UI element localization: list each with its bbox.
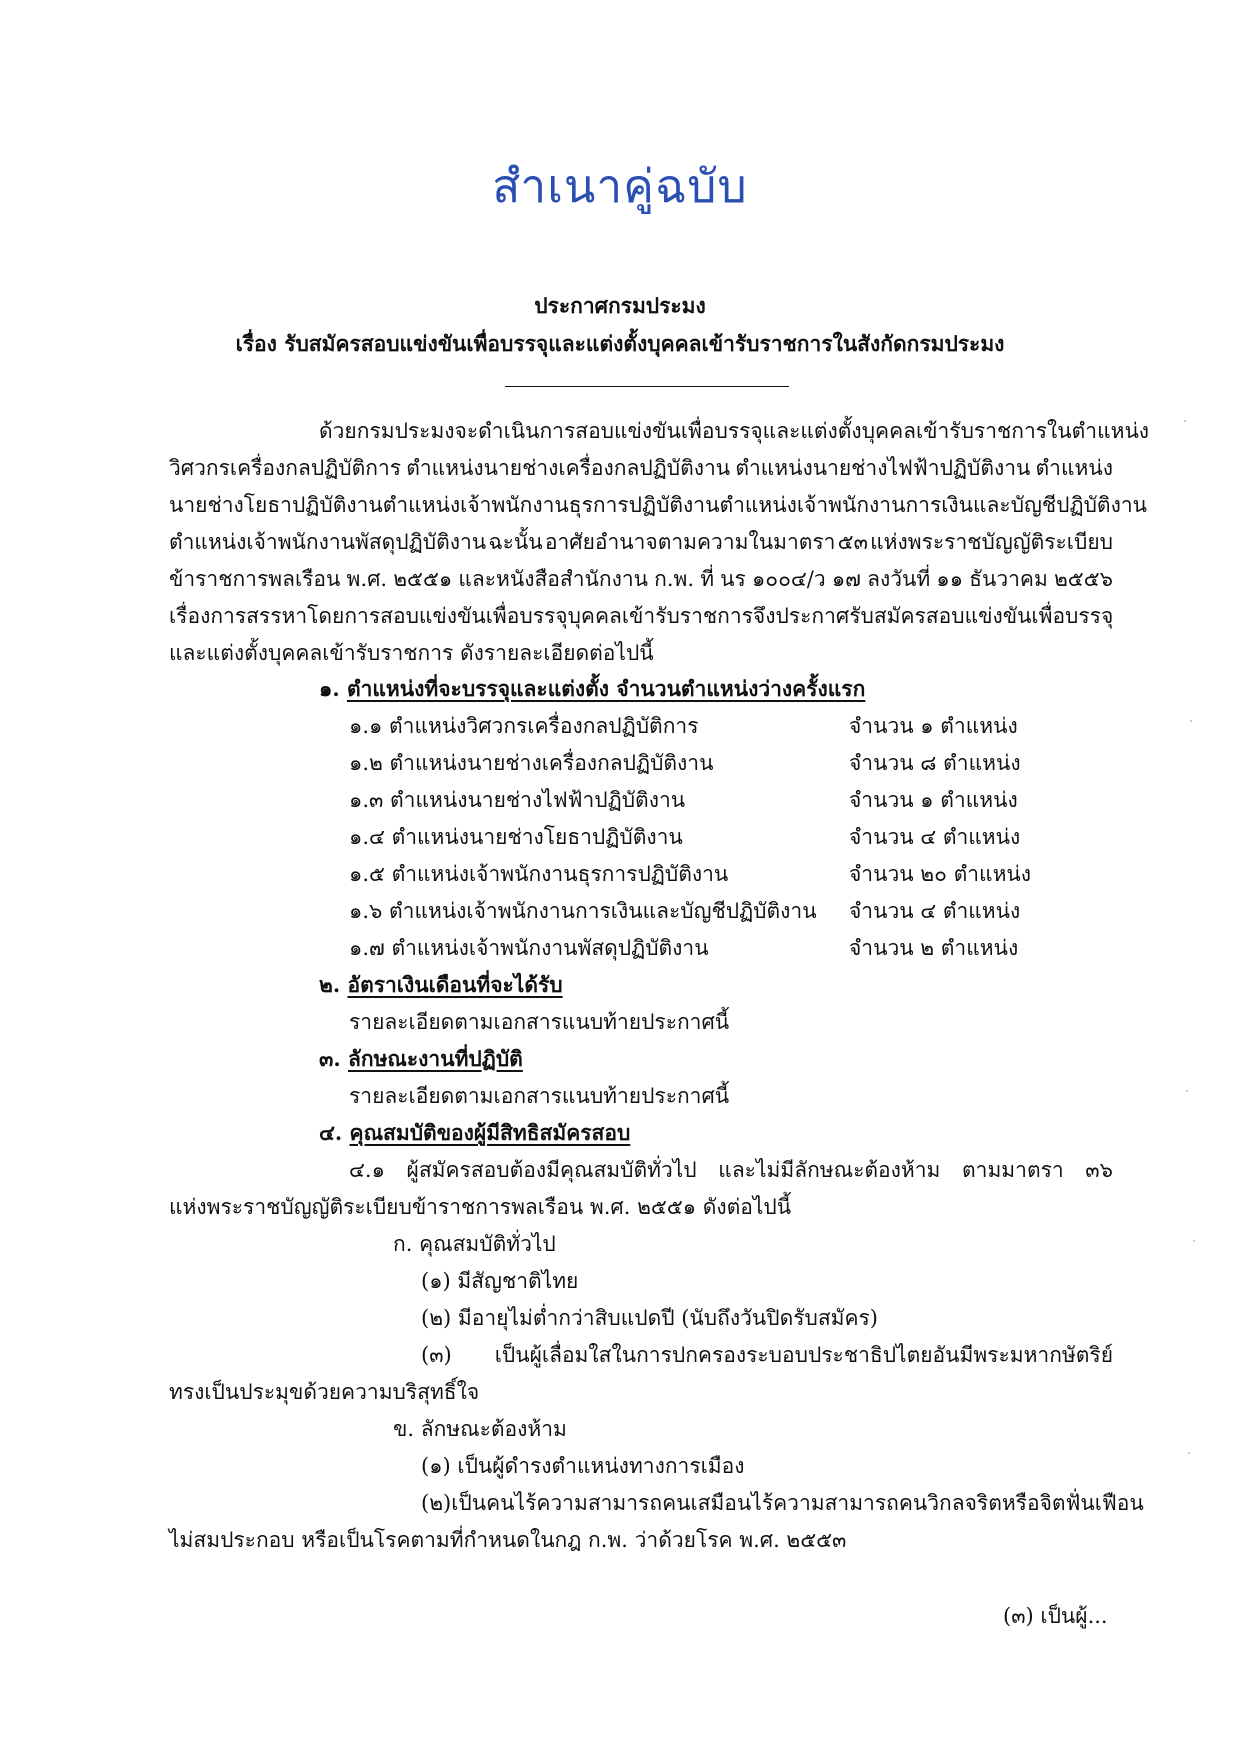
- section-3-number: ๓.: [319, 1046, 341, 1071]
- section-3-text: รายละเอียดตามเอกสารแนบท้ายประกาศนี้: [349, 1084, 730, 1108]
- clause-4-1-line-2: แห่งพระราชบัญญัติระเบียบข้าราชการพลเรือน พ.ศ. ๒๕๕๑ ดังต่อไปนี้: [169, 1195, 792, 1219]
- justified-text: (๓) เป็นผู้เลื่อมใสในการปกครองระบอบประชาธิปไตยอันมีพระมหากษัตริย์: [421, 1343, 1113, 1367]
- section-2-title: อัตราเงินเดือนที่จะได้รับ: [347, 972, 563, 997]
- continuation-marker: (๓) เป็นผู้...: [1003, 1604, 1108, 1628]
- scan-speck: [1193, 1240, 1195, 1242]
- section-1-heading: [319, 673, 865, 706]
- scan-speck: [1188, 1452, 1190, 1454]
- position-count: จำนวน ๑ ตำแหน่ง: [849, 714, 1018, 738]
- section-2-number: ๒.: [319, 972, 341, 997]
- section-4-number: ๔.: [319, 1120, 343, 1145]
- intro-line-7: และแต่งตั้งบุคคลเข้ารับราชการ ดังรายละเอียดต่อไปนี้: [169, 641, 654, 665]
- justified-text: (๒) เป็นคนไร้ความสามารถ คนเสมือนไร้ความสามารถ คนวิกลจริตหรือจิตฟั่นเฟือน: [421, 1491, 1144, 1515]
- prohibited-item-2-line-1: [421, 1487, 1144, 1520]
- scan-speck: [1186, 1090, 1188, 1092]
- justified-text: วิศวกรเครื่องกลปฏิบัติการ ตำแหน่งนายช่างเครื่องกลปฏิบัติงาน ตำแหน่งนายช่างไฟฟ้าปฏิบัติงาน ตำแหน่ง: [169, 456, 1113, 480]
- prohibited-heading: ข. ลักษณะต้องห้าม: [393, 1417, 567, 1441]
- clause-4-1-line-1: [349, 1154, 1113, 1187]
- intro-line-2: [169, 452, 1113, 485]
- announcement-agency: ประกาศกรมประมง: [534, 293, 706, 318]
- position-name: ๑.๖ ตำแหน่งเจ้าพนักงานการเงินและบัญชีปฏิบัติงาน: [349, 899, 817, 923]
- justified-text: ข้าราชการพลเรือน พ.ศ. ๒๕๕๑ และหนังสือสำนักงาน ก.พ. ที่ นร ๑๐๐๔/ว ๑๗ ลงวันที่ ๑๑ ธันวาคม ๒๕๕๖: [169, 567, 1113, 591]
- section-3-title: ลักษณะงานที่ปฏิบัติ: [347, 1046, 523, 1071]
- copy-stamp: สำเนาคู่ฉบับ: [492, 159, 748, 213]
- section-2-heading: [319, 969, 563, 1002]
- position-count: จำนวน ๔ ตำแหน่ง: [849, 825, 1021, 849]
- justified-text: ๔.๑ ผู้สมัครสอบต้องมีคุณสมบัติทั่วไป และไม่มีลักษณะต้องห้าม ตามมาตรา ๓๖: [349, 1158, 1113, 1182]
- position-name: ๑.๕ ตำแหน่งเจ้าพนักงานธุรการปฏิบัติงาน: [349, 862, 729, 886]
- intro-line-5: [169, 563, 1113, 596]
- general-item-3-line-2: ทรงเป็นประมุขด้วยความบริสุทธิ์ใจ: [169, 1380, 480, 1404]
- general-item-2: (๒) มีอายุไม่ต่ำกว่าสิบแปดปี (นับถึงวันปิดรับสมัคร): [421, 1306, 878, 1330]
- intro-line-4: [169, 526, 1113, 559]
- prohibited-item-2-line-2: ไม่สมประกอบ หรือเป็นโรคตามที่กำหนดในกฎ ก.พ. ว่าด้วยโรค พ.ศ. ๒๕๕๓: [169, 1528, 847, 1552]
- section-1-title: ตำแหน่งที่จะบรรจุและแต่งตั้ง จำนวนตำแหน่งว่างครั้งแรก: [346, 676, 866, 701]
- position-name: ๑.๑ ตำแหน่งวิศวกรเครื่องกลปฏิบัติการ: [349, 714, 699, 738]
- scan-speck: [1184, 420, 1186, 422]
- section-1-number: ๑.: [319, 676, 340, 701]
- section-3-heading: [319, 1043, 523, 1076]
- general-item-1: (๑) มีสัญชาติไทย: [421, 1269, 579, 1293]
- intro-line-1: [319, 415, 1150, 448]
- position-count: จำนวน ๘ ตำแหน่ง: [849, 751, 1021, 775]
- title-rule: [505, 386, 789, 387]
- intro-line-6: [169, 600, 1113, 633]
- position-name: ๑.๗ ตำแหน่งเจ้าพนักงานพัสดุปฏิบัติงาน: [349, 936, 709, 960]
- position-name: ๑.๒ ตำแหน่งนายช่างเครื่องกลปฏิบัติงาน: [349, 751, 714, 775]
- position-count: จำนวน ๒ ตำแหน่ง: [849, 936, 1019, 960]
- section-2-text: รายละเอียดตามเอกสารแนบท้ายประกาศนี้: [349, 1010, 730, 1034]
- justified-text: ตำแหน่งเจ้าพนักงานพัสดุปฏิบัติงาน ฉะนั้น อาศัยอำนาจตามความในมาตรา ๕๓ แห่งพระราชบัญญัติระเบียบ: [169, 530, 1113, 554]
- general-item-3-line-1: [421, 1339, 1113, 1372]
- prohibited-item-1: (๑) เป็นผู้ดำรงตำแหน่งทางการเมือง: [421, 1454, 745, 1478]
- announcement-subject: เรื่อง รับสมัครสอบแข่งขันเพื่อบรรจุและแต่งตั้งบุคคลเข้ารับราชการในสังกัดกรมประมง: [235, 331, 1005, 356]
- justified-text: นายช่างโยธาปฏิบัติงาน ตำแหน่งเจ้าพนักงานธุรการปฏิบัติงาน ตำแหน่งเจ้าพนักงานการเงินและบัญชีปฏิบัติงาน: [169, 493, 1147, 517]
- position-name: ๑.๔ ตำแหน่งนายช่างโยธาปฏิบัติงาน: [349, 825, 683, 849]
- position-count: จำนวน ๔ ตำแหน่ง: [849, 899, 1021, 923]
- section-4-heading: [319, 1117, 630, 1150]
- section-4-title: คุณสมบัติของผู้มีสิทธิสมัครสอบ: [349, 1120, 631, 1145]
- scan-speck: [1190, 720, 1192, 722]
- justified-text: เรื่อง การสรรหาโดยการสอบแข่งขันเพื่อบรรจุบุคคลเข้ารับราชการ จึงประกาศรับสมัครสอบแข่งขันเพื่อบรรจุ: [169, 604, 1114, 628]
- justified-text: ด้วยกรมประมงจะดำเนินการสอบแข่งขันเพื่อบรรจุและแต่งตั้งบุคคลเข้ารับราชการในตำแหน่ง: [319, 419, 1150, 443]
- position-name: ๑.๓ ตำแหน่งนายช่างไฟฟ้าปฏิบัติงาน: [349, 788, 686, 812]
- position-count: จำนวน ๒๐ ตำแหน่ง: [849, 862, 1032, 886]
- intro-line-3: [169, 489, 1147, 522]
- position-count: จำนวน ๑ ตำแหน่ง: [849, 788, 1018, 812]
- general-qualifications-heading: ก. คุณสมบัติทั่วไป: [393, 1232, 556, 1256]
